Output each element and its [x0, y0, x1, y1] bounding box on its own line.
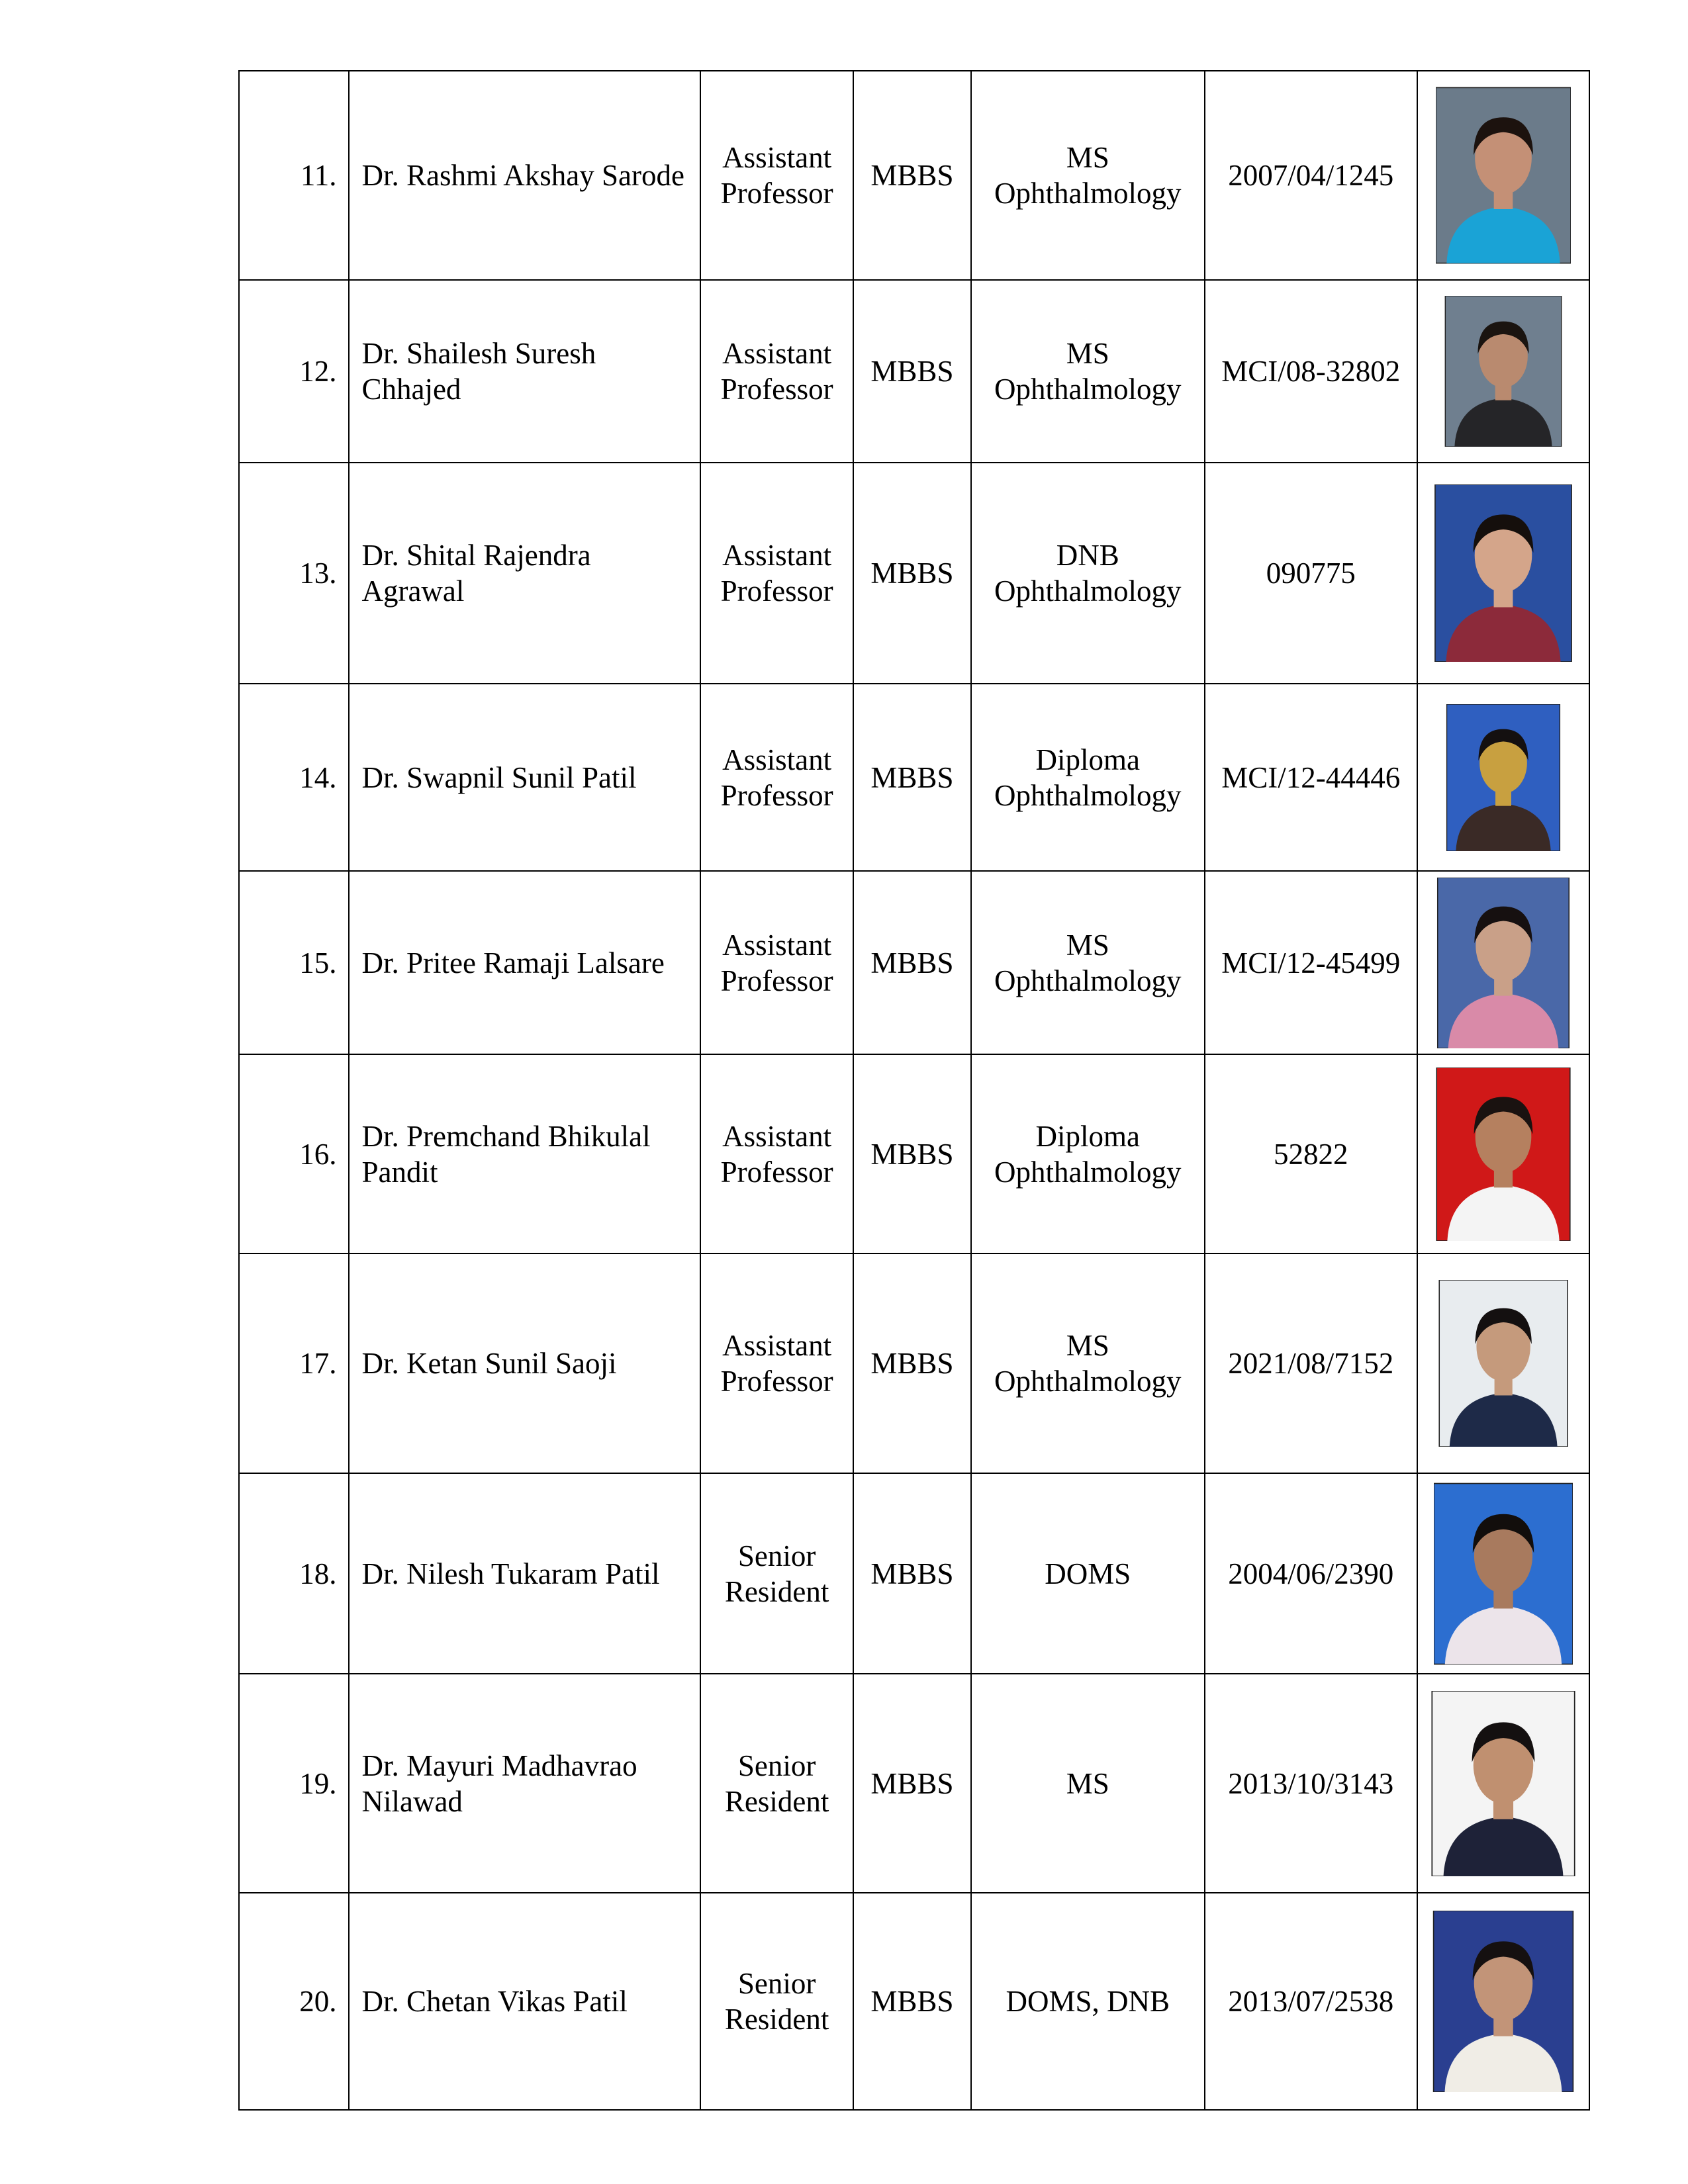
photo-cell — [1417, 871, 1589, 1054]
faculty-name: Dr. Shital Rajendra Agrawal — [349, 463, 700, 684]
faculty-name: Dr. Swapnil Sunil Patil — [349, 684, 700, 871]
table-row — [239, 1473, 1589, 1674]
faculty-name: Dr. Chetan Vikas Patil — [349, 1893, 700, 2110]
designation: Senior Resident — [700, 1674, 853, 1893]
photo-cell — [1417, 684, 1589, 871]
photo-cell — [1417, 1473, 1589, 1674]
table-row — [239, 1253, 1589, 1473]
serial-number: 12. — [239, 280, 349, 463]
faculty-photo — [1436, 87, 1571, 264]
registration-number: 52822 — [1205, 1054, 1417, 1253]
ug-qualification: MBBS — [853, 1253, 971, 1473]
pg-qualification: MS Ophthalmology — [971, 871, 1205, 1054]
registration-number: 2021/08/7152 — [1205, 1253, 1417, 1473]
faculty-photo — [1430, 1280, 1577, 1447]
faculty-name: Dr. Pritee Ramaji Lalsare — [349, 871, 700, 1054]
table-row — [239, 1674, 1589, 1893]
faculty-table — [238, 70, 1590, 2111]
registration-number: MCI/12-45499 — [1205, 871, 1417, 1054]
pg-qualification: DOMS, DNB — [971, 1893, 1205, 2110]
pg-qualification: DOMS — [971, 1473, 1205, 1674]
registration-number: MCI/08-32802 — [1205, 280, 1417, 463]
pg-qualification: MS — [971, 1674, 1205, 1893]
photo-cell — [1417, 1893, 1589, 2110]
photo-cell — [1417, 280, 1589, 463]
registration-number: 2013/07/2538 — [1205, 1893, 1417, 2110]
designation: Senior Resident — [700, 1473, 853, 1674]
ug-qualification: MBBS — [853, 280, 971, 463]
photo-cell — [1417, 71, 1589, 280]
faculty-photo — [1430, 1691, 1576, 1876]
pg-qualification: MS Ophthalmology — [971, 71, 1205, 280]
faculty-name: Dr. Rashmi Akshay Sarode — [349, 71, 700, 280]
table-row — [239, 871, 1589, 1054]
ug-qualification: MBBS — [853, 1054, 971, 1253]
table-row — [239, 463, 1589, 684]
serial-number: 18. — [239, 1473, 349, 1674]
photo-cell — [1417, 1674, 1589, 1893]
designation: Assistant Professor — [700, 71, 853, 280]
designation: Assistant Professor — [700, 280, 853, 463]
ug-qualification: MBBS — [853, 684, 971, 871]
table-row — [239, 684, 1589, 871]
faculty-photo — [1430, 878, 1576, 1048]
registration-number: MCI/12-44446 — [1205, 684, 1417, 871]
ug-qualification: MBBS — [853, 1473, 971, 1674]
pg-qualification: DNB Ophthalmology — [971, 463, 1205, 684]
table-row — [239, 280, 1589, 463]
faculty-name: Dr. Mayuri Madhavrao Nilawad — [349, 1674, 700, 1893]
serial-number: 19. — [239, 1674, 349, 1893]
ug-qualification: MBBS — [853, 463, 971, 684]
ug-qualification: MBBS — [853, 871, 971, 1054]
faculty-photo — [1431, 1911, 1575, 2092]
table-row — [239, 1054, 1589, 1253]
designation: Assistant Professor — [700, 1253, 853, 1473]
photo-cell — [1417, 1054, 1589, 1253]
designation: Senior Resident — [700, 1893, 853, 2110]
faculty-name: Dr. Ketan Sunil Saoji — [349, 1253, 700, 1473]
registration-number: 2004/06/2390 — [1205, 1473, 1417, 1674]
faculty-photo — [1437, 704, 1570, 851]
ug-qualification: MBBS — [853, 1674, 971, 1893]
serial-number: 16. — [239, 1054, 349, 1253]
designation: Assistant Professor — [700, 684, 853, 871]
faculty-name: Dr. Shailesh Suresh Chhajed — [349, 280, 700, 463]
registration-number: 2007/04/1245 — [1205, 71, 1417, 280]
faculty-photo — [1435, 296, 1571, 447]
table-row — [239, 1893, 1589, 2110]
serial-number: 20. — [239, 1893, 349, 2110]
designation: Assistant Professor — [700, 1054, 853, 1253]
pg-qualification: Diploma Ophthalmology — [971, 684, 1205, 871]
serial-number: 11. — [239, 71, 349, 280]
faculty-photo — [1434, 1482, 1573, 1666]
serial-number: 13. — [239, 463, 349, 684]
ug-qualification: MBBS — [853, 1893, 971, 2110]
serial-number: 17. — [239, 1253, 349, 1473]
faculty-name: Dr. Nilesh Tukaram Patil — [349, 1473, 700, 1674]
ug-qualification: MBBS — [853, 71, 971, 280]
faculty-photo — [1430, 1068, 1577, 1241]
registration-number: 2013/10/3143 — [1205, 1674, 1417, 1893]
registration-number: 090775 — [1205, 463, 1417, 684]
table-row — [239, 71, 1589, 280]
pg-qualification: MS Ophthalmology — [971, 1253, 1205, 1473]
serial-number: 15. — [239, 871, 349, 1054]
pg-qualification: MS Ophthalmology — [971, 280, 1205, 463]
faculty-photo — [1434, 484, 1573, 662]
faculty-name: Dr. Premchand Bhikulal Pandit — [349, 1054, 700, 1253]
photo-cell — [1417, 463, 1589, 684]
photo-cell — [1417, 1253, 1589, 1473]
pg-qualification: Diploma Ophthalmology — [971, 1054, 1205, 1253]
designation: Assistant Professor — [700, 871, 853, 1054]
serial-number: 14. — [239, 684, 349, 871]
designation: Assistant Professor — [700, 463, 853, 684]
